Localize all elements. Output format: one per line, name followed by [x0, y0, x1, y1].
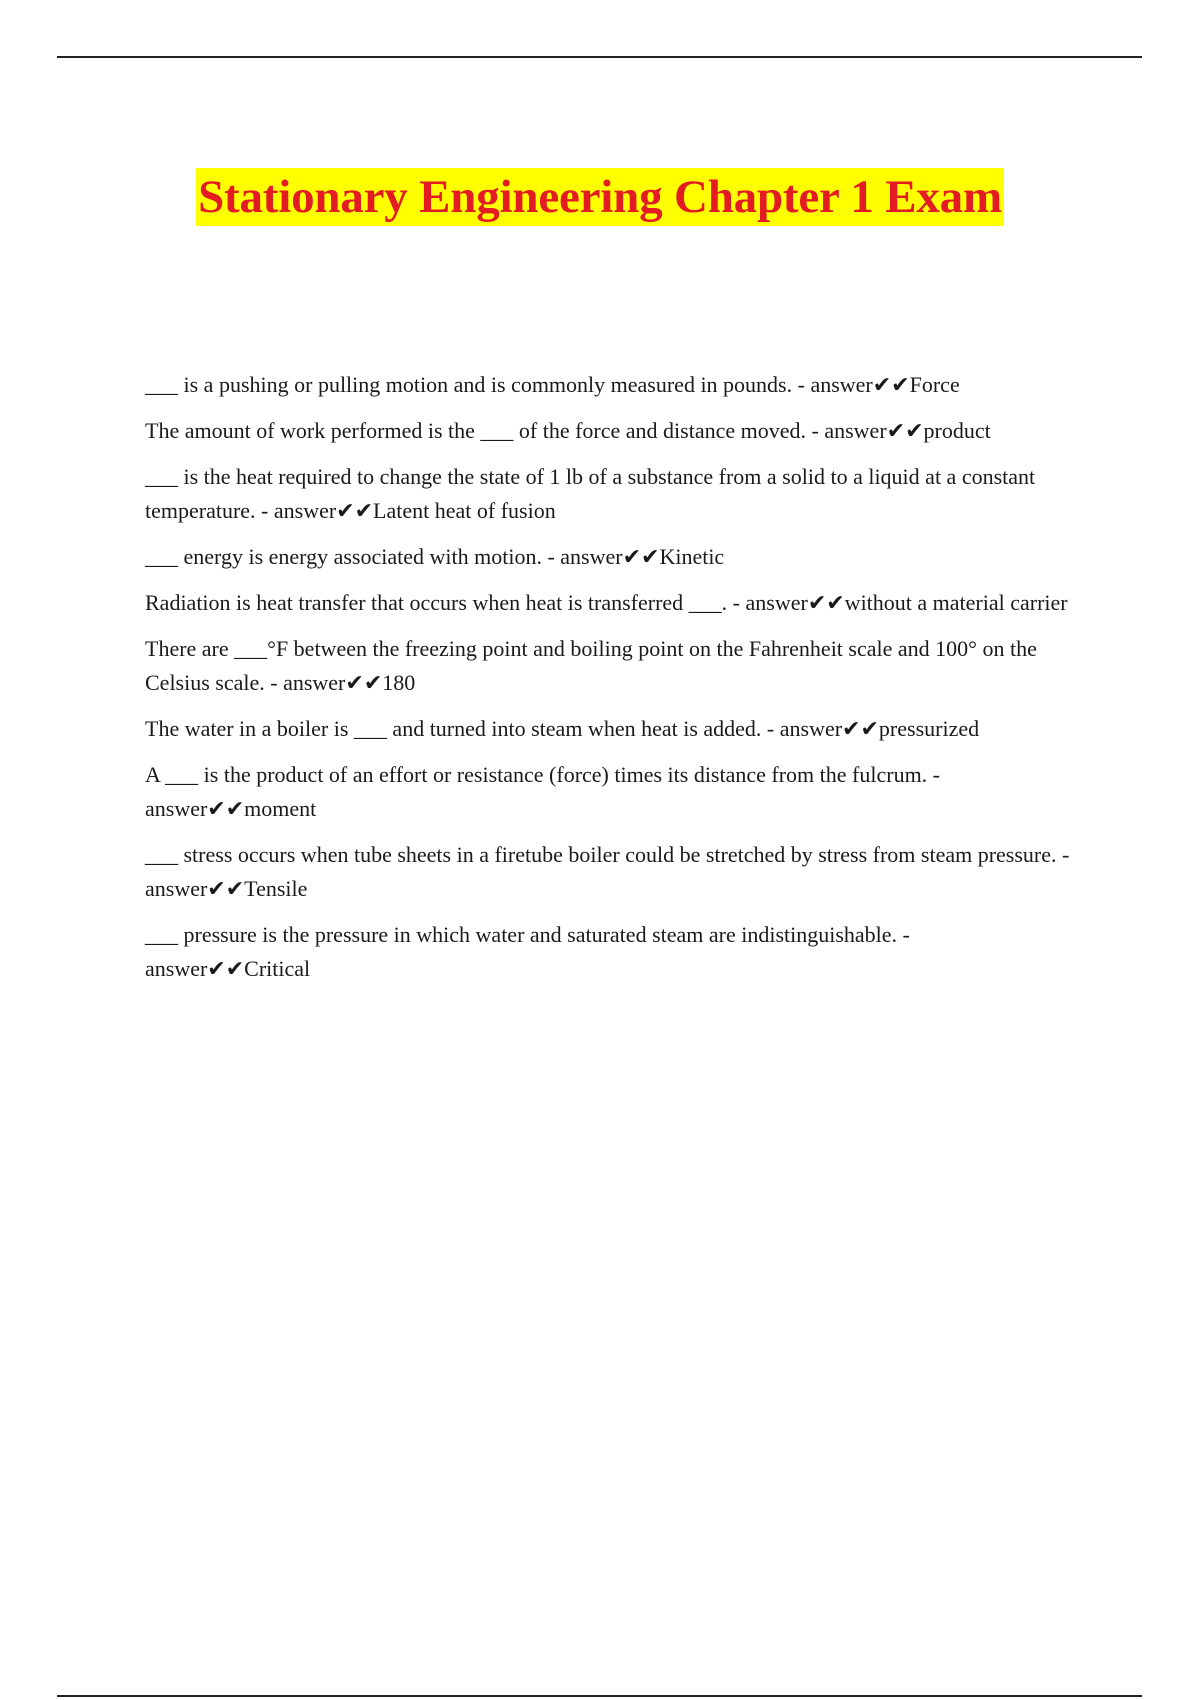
bottom-divider — [57, 1695, 1142, 1697]
qa-item-7: The water in a boiler is ___ and turned into steam when heat is added. - answer✔✔pressurized — [145, 716, 980, 741]
page-title: Stationary Engineering Chapter 1 Exam — [196, 168, 1004, 226]
qa-item-5: Radiation is heat transfer that occurs when heat is transferred ___. - answer✔✔without a material carrier — [145, 590, 1068, 615]
qa-item-3: ___ is the heat required to change the state of 1 lb of a substance from a solid to a liquid at a constant temperature. - answer✔✔Latent heat of fusion — [145, 464, 1036, 523]
question-answer-list — [145, 368, 1075, 998]
qa-item-4: ___ energy is energy associated with motion. - answer✔✔Kinetic — [145, 544, 725, 569]
qa-item-6: There are ___°F between the freezing point and boiling point on the Fahrenheit scale and 100° on the Celsius scale. - answer✔✔180 — [145, 636, 1037, 695]
qa-item-1: ___ is a pushing or pulling motion and is commonly measured in pounds. - answer✔✔Force — [145, 372, 960, 397]
top-divider — [57, 56, 1142, 58]
title-container — [0, 168, 1200, 226]
qa-item-2: The amount of work performed is the ___ of the force and distance moved. - answer✔✔product — [145, 418, 991, 443]
qa-item-9: ___ stress occurs when tube sheets in a firetube boiler could be stretched by stress from steam pressure. - answer✔✔Tensile — [145, 842, 1070, 901]
qa-item-10: ___ pressure is the pressure in which water and saturated steam are indistinguishable. - answer✔✔Critical — [145, 922, 910, 981]
qa-item-8: A ___ is the product of an effort or resistance (force) times its distance from the fulcrum. - answer✔✔moment — [145, 762, 941, 821]
